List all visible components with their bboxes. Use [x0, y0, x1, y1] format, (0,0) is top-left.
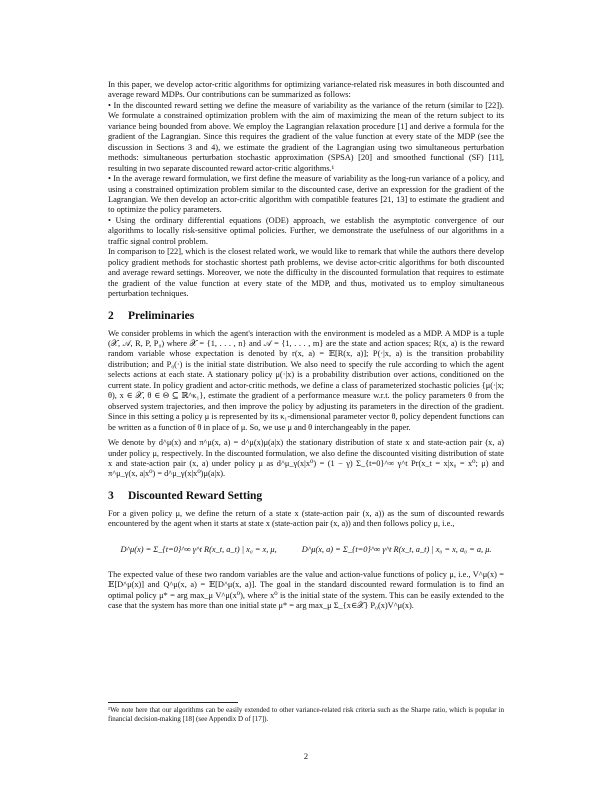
section-3-paragraph-1: For a given policy μ, we define the return of a state x (state-action pair (x, a)) as the sum of discounted rewards encountered by the agent when it starts at state x (state-action pair (x, a)) and then follows policy μ, i.e.,	[108, 508, 504, 529]
equation-state-return: D^μ(x) = Σ_{t=0}^∞ γ^t R(x_t, a_t) | x₀ = x, μ,	[120, 544, 277, 554]
contribution-bullet-average: • In the average reward formulation, we first define the measure of variability as the long-run variance of a policy, and using a constrained optimization problem similar to the discounted case, derive an expression for the gradient of the Lagrangian. We then develop an actor-critic algorithm with compatible features [21, 13] to estimate the gradient and to optimize the policy parameters.	[108, 174, 504, 215]
section-2-paragraph-2: We denote by d^μ(x) and π^μ(x, a) = d^μ(x)μ(a|x) the stationary distribution of state x and state-action pair (x, a) under policy μ, respectively. In the discounted formulation, we also define the discounted visiting distribution of state x and state-action pair (x, a) under policy μ as d^μ_γ(x|x⁰) = (1 − γ) Σ_{t=0}^∞ γ^t Pr(x_t = x|x₀ = x⁰; μ) and π^μ_γ(x, a|x⁰) = d^μ_γ(x|x⁰)μ(a|x).	[108, 438, 504, 479]
intro-paragraph: In this paper, we develop actor-critic algorithms for optimizing variance-related risk measures in both discounted and average reward MDPs. Our contributions can be summarized as follows:	[108, 80, 504, 100]
contribution-bullet-ode: • Using the ordinary differential equations (ODE) approach, we establish the asymptotic convergence of our algorithms to locally risk-sensitive optimal policies. Further, we demonstrate the usefulness of our algorithms in a traffic signal control problem.	[108, 215, 504, 246]
page-body	[108, 80, 504, 612]
equation-state-action-return: D^μ(x, a) = Σ_{t=0}^∞ γ^t R(x_t, a_t) | x₀ = x, a₀ = a, μ.	[301, 544, 492, 554]
return-equations	[108, 533, 504, 567]
section-2-title: Preliminaries	[128, 309, 195, 322]
section-3-title: Discounted Reward Setting	[128, 489, 263, 502]
section-2-heading	[108, 309, 504, 323]
contribution-bullet-discounted: • In the discounted reward setting we define the measure of variability as the variance of the return (similar to [22]). We formulate a constrained optimization problem with the aim of maximizing the mean of the return subject to its variance being bounded from above. We employ the Lagrangian relaxation procedure [1] and derive a formula for the gradient of the Lagrangian. Since this requires the gradient of the value function at every state of the MDP (see the discussion in Sections 3 and 4), we estimate the gradient of the Lagrangian using two simultaneous perturbation methods: simultaneous perturbation stochastic approximation (SPSA) [20] and smoothed functional (SF) [11], resulting in two separate discounted reward actor-critic algorithms.¹	[108, 100, 504, 173]
footnote-rule	[108, 702, 238, 703]
section-3-heading	[108, 489, 504, 503]
section-2-number: 2	[108, 309, 114, 322]
section-3-paragraph-2: The expected value of these two random variables are the value and action-value functions of policy μ, i.e., V^μ(x) = 𝔼[D^μ(x)] and Q^μ(x, a) = 𝔼[D^μ(x, a)]. The goal in the standard discounted reward formulation is to find an optimal policy μ* = arg max_μ V^μ(x⁰), where x⁰ is the initial state of the system. This can be easily extended to the case that the system has more than one initial state μ* = arg max_μ Σ_{x∈𝒳} P₀(x)V^μ(x).	[108, 569, 504, 611]
intro-closing-paragraph: In comparison to [22], which is the closest related work, we would like to remark that while the authors there develop policy gradient methods for stochastic shortest path problems, we devise actor-critic algorithms for both discounted and average reward settings. Moreover, we note the difficulty in the discounted formulation that requires to estimate the gradient of the value function at every state of the MDP, and thus, motivated us to employ simultaneous perturbation techniques.	[108, 247, 504, 299]
section-2-paragraph-1: We consider problems in which the agent's interaction with the environment is modeled as a MDP. A MDP is a tuple (𝒳, 𝒜, R, P, P₀) where 𝒳 = {1, . . . , n} and 𝒜 = {1, . . . , m} are the state and action spaces; R(x, a) is the reward random variable whose expectation is denoted by r(x, a) = 𝔼[R(x, a)]; P(·|x, a) is the transition probability distribution; and P₀(·) is the initial state distribution. We also need to specify the rule according to which the agent selects actions at each state. A stationary policy μ(·|x) is a probability distribution over actions, conditioned on the current state. In policy gradient and actor-critic methods, we define a class of parameterized stochastic policies {μ(·|x; θ), x ∈ 𝒳, θ ∈ Θ ⊆ ℝ^κ₁}, estimate the gradient of a performance measure w.r.t. the policy parameters θ from the observed system trajectories, and then improve the policy by adjusting its parameters in the direction of the gradient. Since in this setting a policy μ is represented by its κ₁-dimensional parameter vector θ, policy dependent functions can be written as a function of θ in place of μ. So, we use μ and θ interchangeably in the paper.	[108, 328, 504, 432]
page-number: 2	[303, 751, 309, 761]
footnote: ¹We note here that our algorithms can be easily extended to other variance-related risk criteria such as the Sharpe ratio, which is popular in financial decision-making [18] (see Appendix D of [17]).	[108, 706, 504, 723]
section-3-number: 3	[108, 489, 114, 502]
